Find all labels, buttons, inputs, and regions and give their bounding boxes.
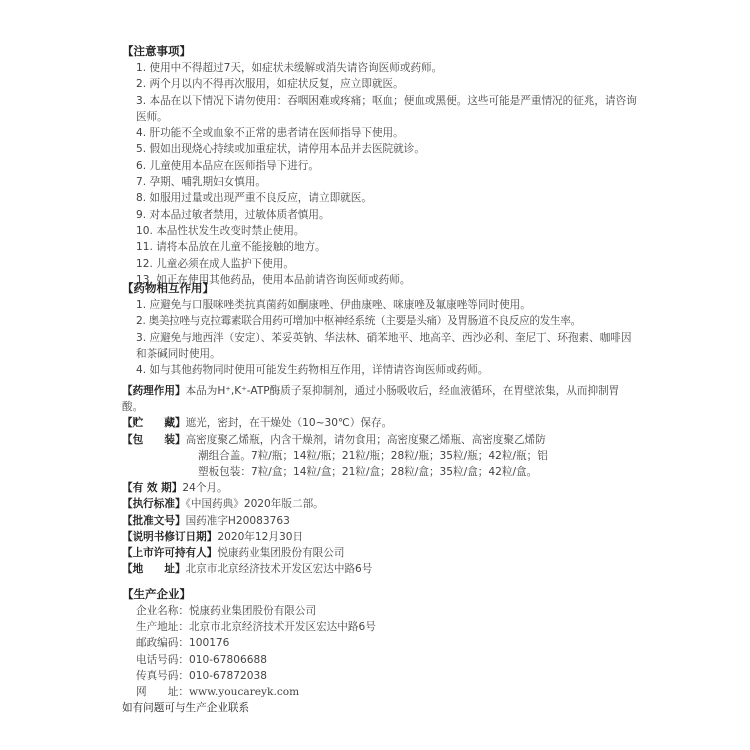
precautions-header: 【注意事项】 (122, 44, 191, 58)
precaution-item: 9. 对本品过敏者禁用，过敏体质者慎用。 (136, 208, 330, 221)
approval-text: 国药准字H20083763 (185, 514, 290, 527)
pharmacology-label: 【药理作用】 (122, 385, 186, 397)
approval-row (122, 513, 638, 529)
approval-label: 【批准文号】 (122, 514, 186, 527)
interactions-section (122, 280, 638, 378)
validity-label: 【有 效 期】 (122, 482, 183, 495)
precaution-item: 6. 儿童使用本品应在医师指导下进行。 (136, 159, 319, 172)
validity-row (122, 480, 638, 496)
manufacturer-postcode: 邮政编码：100176 (136, 637, 230, 650)
address-text: 北京市北京经济技术开发区宏达中路6号 (185, 563, 373, 576)
precaution-item: 8. 如服用过量或出现严重不良反应，请立即就医。 (136, 192, 372, 205)
package-line-2: 潮组合盖。7粒/瓶；14粒/瓶；21粒/瓶；28粒/瓶；35粒/瓶；42粒/瓶；铝 (198, 449, 548, 462)
pharmacology-text: 本品为H⁺,K⁺-ATP酶质子泵抑制剂，通过小肠吸收后，经血液循环，在胃壁浓集，从而抑制胃酸。 (122, 385, 620, 414)
precaution-item: 5. 假如出现烧心持续或加重症状，请停用本品并去医院就诊。 (136, 143, 425, 156)
manufacturer-phone: 电话号码：010-67806688 (136, 653, 267, 666)
storage-row (122, 415, 638, 431)
manufacturer-website-row (122, 684, 638, 700)
standard-label: 【执行标准】 (122, 498, 186, 511)
website-link[interactable]: www.youcareyk.com (188, 686, 300, 699)
precaution-item: 1. 使用中不得超过7天，如症状未缓解或消失请咨询医师或药师。 (136, 62, 443, 74)
manufacturer-section (122, 586, 638, 716)
standard-text: 《中国药典》2020年版二部。 (185, 498, 324, 511)
pharmacology-row (122, 383, 638, 415)
precaution-item: 10. 本品性状发生改变时禁止使用。 (136, 224, 305, 237)
storage-text: 遮光，密封，在干燥处（10~30℃）保存。 (185, 417, 393, 430)
revision-row (122, 529, 638, 545)
holder-label: 【上市许可持有人】 (122, 547, 218, 560)
precaution-item: 12. 儿童必须在成人监护下使用。 (136, 257, 294, 270)
precaution-item: 11. 请将本品放在儿童不能接触的地方。 (136, 241, 326, 254)
interactions-header: 【药物相互作用】 (122, 281, 214, 295)
precaution-item: 2. 两个月以内不得再次服用，如症状反复，应立即就医。 (136, 78, 404, 91)
precautions-section (122, 43, 638, 288)
address-label: 【地 址】 (122, 563, 186, 576)
contact-note: 如有问题可与生产企业联系 (122, 702, 250, 715)
interaction-item: 1. 应避免与口服咪唑类抗真菌药如酮康唑、伊曲康唑、咪康唑及氟康唑等同时使用。 (136, 299, 531, 311)
package-line-1: 高密度聚乙烯瓶，内含干燥剂，请勿食用；高密度聚乙烯瓶、高密度聚乙烯防 (185, 433, 546, 446)
precaution-item: 4. 肝功能不全或血象不正常的患者请在医师指导下使用。 (136, 127, 404, 140)
package-line-3: 塑板包装：7粒/盒；14粒/盒；21粒/盒；28粒/盒；35粒/盒；42粒/盒。 (198, 466, 538, 479)
manufacturer-address: 生产地址：北京市北京经济技术开发区宏达中路6号 (136, 621, 376, 634)
interaction-item: 4. 如与其他药物同时使用可能发生药物相互作用，详情请咨询医师或药师。 (136, 364, 489, 377)
revision-label: 【说明书修订日期】 (122, 530, 218, 543)
manufacturer-fax: 传真号码：010-67872038 (136, 669, 267, 682)
standard-row (122, 496, 638, 512)
validity-text: 24个月。 (182, 482, 228, 495)
storage-label: 【贮 藏】 (122, 417, 186, 430)
precaution-item: 13. 如正在使用其他药品，使用本品前请咨询医师或药师。 (136, 273, 411, 286)
manufacturer-name: 企业名称：悦康药业集团股份有限公司 (136, 605, 317, 617)
precaution-item: 7. 孕期、哺乳期妇女慎用。 (136, 176, 267, 189)
holder-row (122, 545, 638, 561)
package-row (122, 432, 638, 481)
interaction-item: 3. 应避免与地西泮（安定）、苯妥英钠、华法林、硝苯地平、地高辛、西沙必利、奎尼丁、环孢素、咖啡因和茶碱同时使用。 (136, 331, 632, 360)
revision-text: 2020年12月30日 (217, 530, 304, 543)
package-label: 【包 装】 (122, 433, 186, 446)
precaution-item: 3. 本品在以下情况下请勿使用：吞咽困难或疼痛；呕血；便血或黑便。这些可能是严重情况的征兆，请咨询医师。 (136, 94, 637, 123)
website-label: 网 址： (136, 686, 189, 699)
interaction-item: 2. 奥美拉唑与克拉霉素联合用药可增加中枢神经系统（主要是头痛）及胃肠道不良反应的发生率。 (136, 315, 581, 328)
manufacturer-header: 【生产企业】 (122, 587, 191, 601)
address-row (122, 561, 638, 577)
info-section (122, 383, 638, 577)
holder-text: 悦康药业集团股份有限公司 (217, 547, 345, 560)
